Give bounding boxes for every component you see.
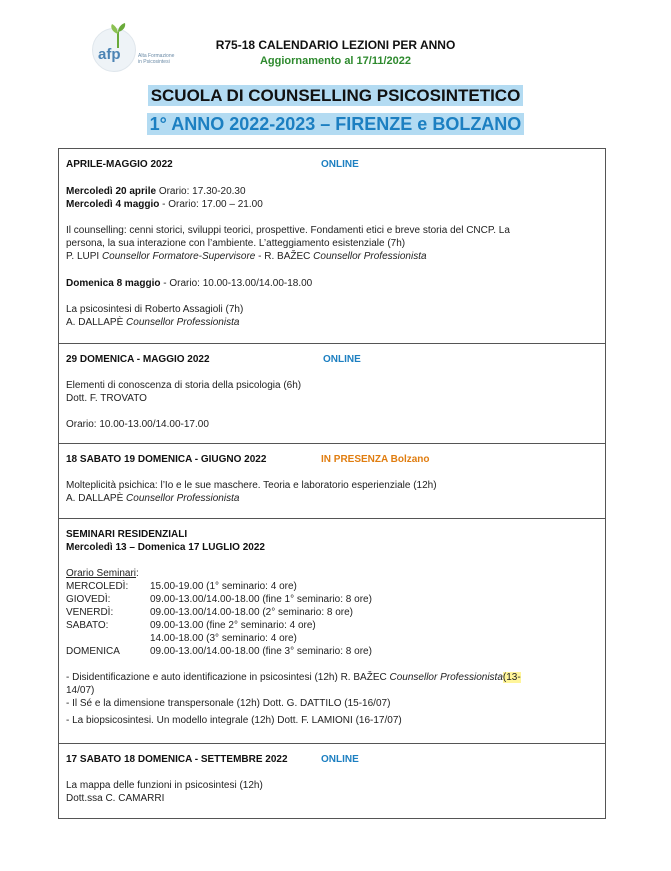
section-seminari (59, 519, 605, 744)
schedule-day: DOMENICA (66, 646, 120, 657)
section-title: SEMINARI RESIDENZIALI (66, 529, 188, 540)
schedule-label: Orario Seminari: (66, 568, 139, 579)
section-subtitle: Mercoledì 13 – Domenica 17 LUGLIO 2022 (66, 542, 265, 553)
mode-badge: ONLINE (321, 754, 359, 765)
seminar-line: 14/07) (66, 685, 95, 696)
schedule-day: GIOVEDÌ: (66, 594, 111, 605)
schedule-time: 15.00-19.00 (1° seminario: 4 ore) (150, 581, 297, 592)
teacher-line: P. LUPI Counsellor Formatore-Supervisore - R. BAŽEC Counsellor Professionista (66, 251, 427, 262)
section-title: 17 SABATO 18 DOMENICA - SETTEMBRE 2022 (66, 754, 288, 765)
mode-badge: ONLINE (321, 159, 359, 170)
teacher-line: A. DALLAPÈ Counsellor Professionista (66, 493, 240, 504)
seminar-line: - La biopsicosintesi. Un modello integrale (12h) Dott. F. LAMIONI (16-17/07) (66, 715, 402, 726)
section-settembre (59, 744, 605, 818)
schedule-day: VENERDÌ: (66, 607, 114, 618)
topic-line: Il counselling: cenni storici, sviluppi teorici, prospettive. Fondamenti etici e breve storia del CNCP. La (66, 225, 510, 236)
topic-line: persona, la sua interazione con l’ambiente. L’atteggiamento esistenziale (7h) (66, 238, 406, 249)
update-date: Aggiornamento al 17/11/2022 (259, 55, 411, 67)
schedule-time: 09.00-13.00/14.00-18.00 (2° seminario: 8 ore) (150, 607, 354, 618)
section-aprile-maggio (59, 149, 605, 344)
schedule-time: 14.00-18.00 (3° seminario: 4 ore) (150, 633, 297, 644)
date-line: Domenica 8 maggio - Orario: 10.00-13.00/14.00-18.00 (66, 278, 313, 289)
date-line: Mercoledì 20 aprile Orario: 17.30-20.30 (66, 186, 246, 197)
calendar-table (58, 148, 606, 819)
year-title: 1° ANNO 2022-2023 – FIRENZE e BOLZANO (0, 114, 671, 135)
section-title: 18 SABATO 19 DOMENICA - GIUGNO 2022 (66, 454, 267, 465)
topic-line: La mappa delle funzioni in psicosintesi (12h) (66, 780, 263, 791)
schedule-time: 09.00-13.00/14.00-18.00 (fine 1° seminario: 8 ore) (150, 594, 372, 605)
seminar-line: - Disidentificazione e auto identificazione in psicosintesi (12h) R. BAŽEC Counsellor Professionista(13- (66, 672, 521, 683)
teacher-line: Dott. F. TROVATO (66, 393, 147, 404)
teacher-line: Dott.ssa C. CAMARRI (66, 793, 165, 804)
section-title: APRILE-MAGGIO 2022 (66, 159, 173, 170)
topic-line: Elementi di conoscenza di storia della psicologia (6h) (66, 380, 302, 391)
mode-badge: IN PRESENZA Bolzano (321, 454, 430, 465)
topic-line: La psicosintesi di Roberto Assagioli (7h) (66, 304, 244, 315)
time-line: Orario: 10.00-13.00/14.00-17.00 (66, 419, 209, 430)
section-title: 29 DOMENICA - MAGGIO 2022 (66, 354, 210, 365)
mode-badge: ONLINE (323, 354, 361, 365)
section-giugno (59, 444, 605, 519)
schedule-day: SABATO: (66, 620, 109, 631)
topic-line: Molteplicità psichica: l’Io e le sue maschere. Teoria e laboratorio esperienziale (12h) (66, 480, 437, 491)
section-maggio (59, 344, 605, 444)
seminar-line: - Il Sé e la dimensione transpersonale (12h) Dott. G. DATTILO (15-16/07) (66, 698, 391, 709)
school-title: SCUOLA DI COUNSELLING PSICOSINTETICO (0, 86, 671, 106)
doc-code: R75-18 CALENDARIO LEZIONI PER ANNO (215, 38, 456, 52)
date-line: Mercoledì 4 maggio - Orario: 17.00 – 21.00 (66, 199, 263, 210)
logo-tagline: Alta Formazione in Psicosintesi (138, 53, 175, 65)
teacher-line: A. DALLAPÈ Counsellor Professionista (66, 317, 240, 328)
schedule-day: MERCOLEDÌ: (66, 581, 129, 592)
schedule-time: 09.00-13.00 (fine 2° seminario: 4 ore) (150, 620, 316, 631)
schedule-time: 09.00-13.00/14.00-18.00 (fine 3° seminario: 8 ore) (150, 646, 372, 657)
logo-text: afp (98, 46, 121, 63)
